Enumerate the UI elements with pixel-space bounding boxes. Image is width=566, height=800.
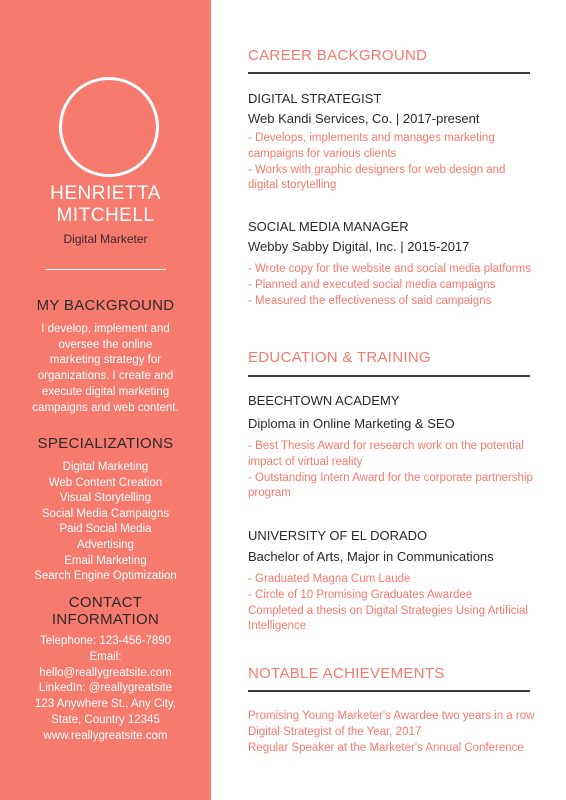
contact-heading-line2: INFORMATION	[51, 611, 160, 628]
achievement-item: Promising Young Marketer's Awardee two years in a row	[248, 710, 535, 722]
education-heading: EDUCATION & TRAINING	[248, 349, 431, 366]
school-degree: Diploma in Online Marketing & SEO	[248, 416, 455, 431]
achievement-item: Regular Speaker at the Marketer's Annual Conference	[248, 741, 524, 754]
school-name: UNIVERSITY OF EL DORADO	[248, 528, 428, 543]
contact-linkedin: LinkedIn: @reallygreatsite	[38, 682, 173, 695]
career-rule	[248, 72, 530, 74]
job-bullet: - Develops, implements and manages marketing campaigns for various clients	[248, 132, 495, 160]
job-title: DIGITAL STRATEGIST	[248, 91, 382, 106]
contact-email: hello@reallygreatsite.com	[39, 666, 172, 679]
specializations-heading: SPECIALIZATIONS	[37, 435, 174, 452]
career-heading: CAREER BACKGROUND	[248, 47, 428, 64]
profile-photo-frame	[59, 77, 159, 177]
job-bullet: - Works with graphic designers for web design and digital storytelling	[248, 163, 506, 192]
sidebar	[0, 0, 211, 800]
specialization-item: Visual Storytelling	[59, 492, 152, 505]
job-bullet: - Measured the effectiveness of said campaigns	[248, 294, 492, 307]
education-rule	[248, 375, 530, 377]
contact-heading	[0, 594, 211, 628]
school-bullet: - Outstanding Intern Award for the corporate partnership program	[248, 471, 533, 500]
job-bullets	[248, 131, 538, 194]
specialization-item: Web Content Creation	[48, 476, 163, 489]
sidebar-divider	[45, 269, 166, 270]
job-bullet: - Planned and executed social media campaigns	[248, 278, 496, 291]
achievements-list	[248, 709, 538, 756]
school-bullet: - Graduated Magna Cum Laude	[248, 573, 411, 585]
school-bullets	[248, 439, 538, 502]
job-organization: Web Kandi Services, Co. | 2017-present	[248, 111, 480, 126]
background-text: I develop, implement and oversee the online marketing strategy for organizations. I create and execute digital marketing campaigns and web content.	[32, 323, 179, 414]
profile-name	[0, 183, 211, 227]
school-bullet: - Best Thesis Award for research work on the potential impact of virtual reality	[248, 440, 524, 468]
background-heading: MY BACKGROUND	[36, 297, 175, 314]
job-title: SOCIAL MEDIA MANAGER	[248, 219, 409, 234]
school-bullet: - Circle of 10 Promising Graduates Awardee	[248, 588, 473, 601]
specialization-item: Social Media Campaigns	[41, 507, 170, 520]
specializations-list	[0, 460, 211, 585]
job-organization: Webby Sabby Digital, Inc. | 2015-2017	[248, 239, 470, 254]
main-content	[211, 0, 566, 800]
contact-address-line2: State, Country 12345	[51, 713, 160, 726]
specialization-item: Search Engine Optimization	[34, 570, 177, 583]
contact-heading-line1: CONTACT	[68, 594, 143, 611]
job-bullet: - Wrote copy for the website and social media platforms	[248, 263, 531, 275]
achievements-rule	[248, 690, 530, 692]
contact-address-line1: 123 Anywhere St., Any City,	[34, 698, 177, 711]
last-name: MITCHELL	[56, 205, 155, 226]
specialization-item: Email Marketing	[64, 554, 147, 567]
profile-title: Digital Marketer	[63, 232, 148, 246]
school-name: BEECHTOWN ACADEMY	[248, 393, 400, 408]
contact-email-label: Email:	[89, 650, 122, 663]
specialization-item: Paid Social Media	[59, 523, 152, 536]
contact-website: www.reallygreatsite.com	[43, 729, 168, 742]
specialization-item: Advertising	[77, 538, 134, 551]
first-name: HENRIETTA	[50, 183, 161, 204]
school-bullet: Completed a thesis on Digital Strategies Using Artificial Intelligence	[248, 604, 528, 633]
school-bullets	[248, 572, 538, 635]
contact-phone: Telephone: 123-456-7890	[39, 635, 172, 647]
achievements-heading: NOTABLE ACHIEVEMENTS	[248, 665, 445, 682]
specialization-item: Digital Marketing	[62, 461, 149, 473]
contact-list	[0, 634, 211, 745]
job-bullets	[248, 262, 538, 309]
achievement-item: Digital Strategist of the Year, 2017	[248, 725, 422, 738]
school-degree: Bachelor of Arts, Major in Communications	[248, 549, 494, 564]
